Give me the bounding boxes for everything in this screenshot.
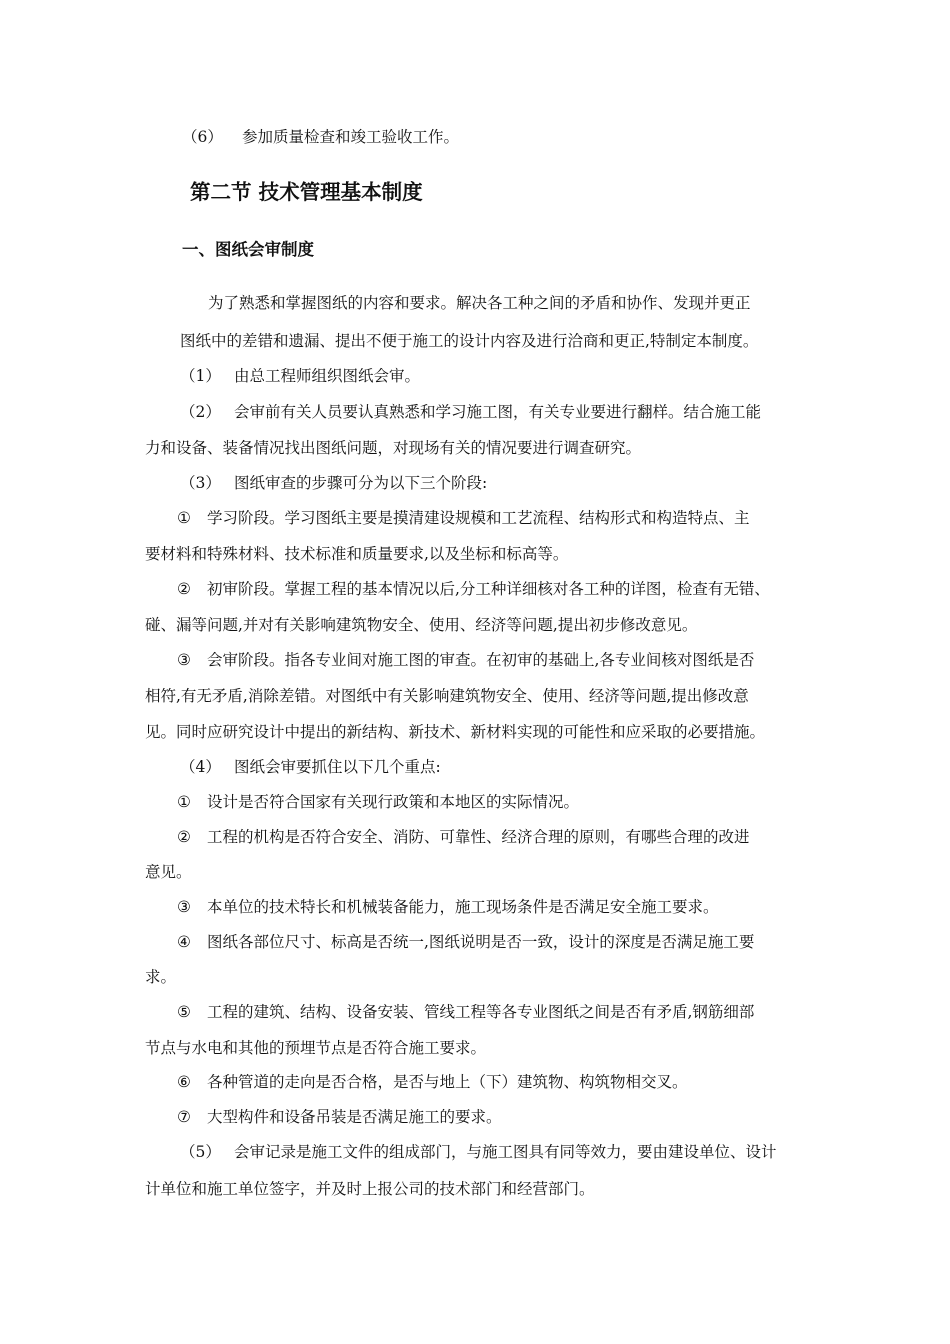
item-number: （5） <box>180 1143 221 1161</box>
item-text: 会审记录是施工文件的组成部门，与施工图具有同等效力，要由建设单位、设计 <box>234 1143 777 1161</box>
paragraph-line: 求。 <box>145 968 177 986</box>
item-text: 学习阶段。学习图纸主要是摸清建设规模和工艺流程、结构形式和构造特点、主 <box>207 509 750 527</box>
item-marker: ① <box>177 509 191 527</box>
paragraph-line: 见。同时应研究设计中提出的新结构、新技术、新材料实现的可能性和应采取的必要措施。 <box>145 723 766 741</box>
paragraph-line: 意见。 <box>145 863 192 881</box>
paragraph-line: 碰、漏等问题,并对有关影响建筑物安全、使用、经济等问题,提出初步修改意见。 <box>145 616 698 634</box>
list-item <box>177 932 754 952</box>
item-number: （3） <box>180 474 221 492</box>
paragraph-line: 相符,有无矛盾,消除差错。对图纸中有关影响建筑物安全、使用、经济等问题,提出修改意 <box>145 687 749 705</box>
paragraph-line: 图纸中的差错和遗漏、提出不便于施工的设计内容及进行洽商和更正,特制定本制度。 <box>180 332 759 350</box>
item-text: 由总工程师组织图纸会审。 <box>234 367 421 385</box>
item-text: 大型构件和设备吊装是否满足施工的要求。 <box>207 1108 502 1126</box>
list-item <box>180 366 420 386</box>
item-marker: ⑥ <box>177 1073 191 1091</box>
list-item <box>177 1107 502 1127</box>
item-text: 图纸各部位尺寸、标高是否统一,图纸说明是否一致，设计的深度是否满足施工要 <box>207 933 755 951</box>
item-text: 初审阶段。掌握工程的基本情况以后,分工种详细核对各工种的详图，检查有无错、 <box>207 580 770 598</box>
list-item <box>177 827 750 847</box>
item-marker: ① <box>177 793 191 811</box>
list-item <box>177 897 719 917</box>
list-item <box>177 792 579 812</box>
item-marker: ⑦ <box>177 1108 191 1126</box>
item-number: （6） <box>182 128 223 146</box>
list-item <box>177 650 754 670</box>
paragraph-line: 为了熟悉和掌握图纸的内容和要求。解决各工种之间的矛盾和协作、发现并更正 <box>208 294 751 312</box>
item-marker: ④ <box>177 933 191 951</box>
list-item <box>177 1002 754 1022</box>
item-marker: ② <box>177 828 191 846</box>
paragraph-line: 计单位和施工单位签字，并及时上报公司的技术部门和经营部门。 <box>145 1180 595 1198</box>
list-item <box>177 1072 688 1092</box>
list-item <box>177 508 750 528</box>
subsection-title: 一、图纸会审制度 <box>182 240 314 259</box>
item-text: 会审阶段。指各专业间对施工图的审查。在初审的基础上,各专业间核对图纸是否 <box>207 651 755 669</box>
item-text: 工程的建筑、结构、设备安装、管线工程等各专业图纸之间是否有矛盾,钢筋细部 <box>207 1003 755 1021</box>
paragraph-line: 要材料和特殊材料、技术标准和质量要求,以及坐标和标高等。 <box>145 545 569 563</box>
section-title: 第二节 技术管理基本制度 <box>190 180 423 204</box>
item-text: 图纸审查的步骤可分为以下三个阶段: <box>234 474 488 492</box>
item-text: 设计是否符合国家有关现行政策和本地区的实际情况。 <box>207 793 580 811</box>
item-text: 工程的机构是否符合安全、消防、可靠性、经济合理的原则，有哪些合理的改进 <box>207 828 750 846</box>
item-number: （2） <box>180 403 221 421</box>
item-text: 各种管道的走向是否合格，是否与地上（下）建筑物、构筑物相交叉。 <box>207 1073 688 1091</box>
list-item <box>180 1142 820 1162</box>
item-marker: ③ <box>177 898 191 916</box>
item-marker: ⑤ <box>177 1003 191 1021</box>
paragraph-line: 节点与水电和其他的预埋节点是否符合施工要求。 <box>145 1039 487 1057</box>
list-item <box>182 127 459 147</box>
list-item <box>180 757 441 777</box>
list-item <box>180 473 487 493</box>
item-text: 会审前有关人员要认真熟悉和学习施工图，有关专业要进行翻样。结合施工能 <box>234 403 762 421</box>
list-item <box>180 402 761 422</box>
paragraph-line: 力和设备、装备情况找出图纸问题，对现场有关的情况要进行调查研究。 <box>145 439 642 457</box>
item-marker: ③ <box>177 651 191 669</box>
item-text: 本单位的技术特长和机械装备能力，施工现场条件是否满足安全施工要求。 <box>207 898 719 916</box>
item-text: 图纸会审要抓住以下几个重点: <box>234 758 441 776</box>
item-marker: ② <box>177 580 191 598</box>
list-item <box>177 579 770 599</box>
item-number: （1） <box>180 367 221 385</box>
item-text: 参加质量检查和竣工验收工作。 <box>242 128 460 146</box>
item-number: （4） <box>180 758 221 776</box>
